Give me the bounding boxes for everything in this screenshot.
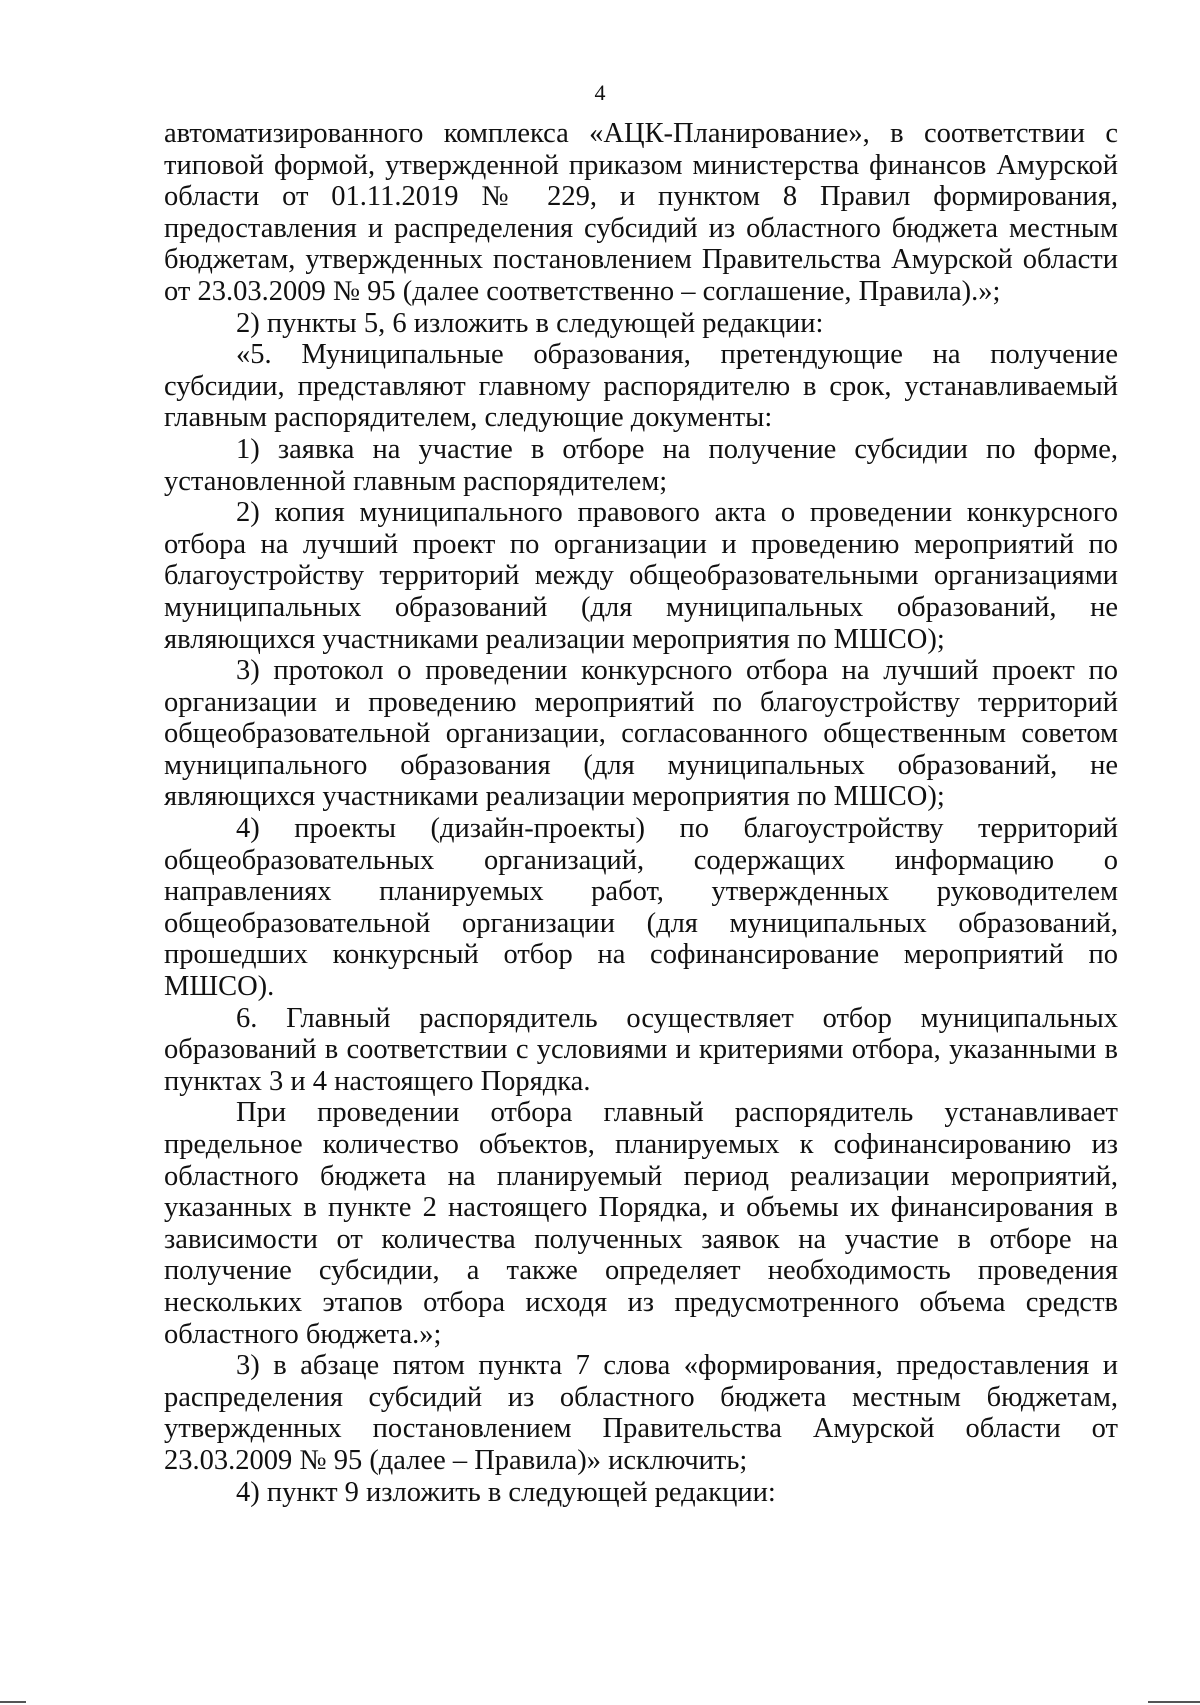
text-line: организации и проведению мероприятий по благоустройству территорий (164, 686, 1118, 718)
text-line: областного бюджета.»; (164, 1318, 442, 1350)
text-line: образований в соответствии с условиями и критериями отбора, указанными в (164, 1034, 1118, 1066)
text-line: направлениях планируемых работ, утвержденных руководителем (164, 876, 1118, 908)
text-line: являющихся участниками реализации мероприятия по МШСО); (164, 623, 945, 655)
text-line: прошедших конкурсный отбор на софинансирование мероприятий по (164, 939, 1118, 971)
text-line: отбора на лучший проект по организации и проведению мероприятий по (164, 528, 1118, 560)
text-line: от 23.03.2009 № 95 (далее соответственно – соглашение, Правила).»; (164, 275, 1001, 307)
text-line: зависимости от количества полученных заявок на участие в отборе на (164, 1223, 1118, 1255)
text-line: указанных в пункте 2 настоящего Порядка, и объемы их финансирования в (164, 1192, 1118, 1224)
text-line: При проведении отбора главный распорядитель устанавливает (236, 1097, 1118, 1129)
text-line: общеобразовательной организации, согласованного общественным советом (164, 718, 1118, 750)
text-line: благоустройству территорий между общеобразовательными организациями (164, 560, 1118, 592)
text-line: области от 01.11.2019 № 229, и пунктом 8 Правил формирования, (164, 181, 1118, 213)
text-line: утвержденных постановлением Правительства Амурской области от (164, 1413, 1118, 1445)
scan-edge-mark-left (0, 1701, 26, 1703)
text-line: общеобразовательной организации (для муниципальных образований, (164, 907, 1118, 939)
text-line: муниципального образования (для муниципальных образований, не (164, 749, 1118, 781)
text-line: 2) копия муниципального правового акта о проведении конкурсного (236, 497, 1118, 529)
text-line: 4) пункт 9 изложить в следующей редакции: (236, 1476, 776, 1508)
text-line: являющихся участниками реализации мероприятия по МШСО); (164, 781, 945, 813)
text-line: 23.03.2009 № 95 (далее – Правила)» исключить; (164, 1444, 748, 1476)
text-line: получение субсидии, а также определяет необходимость проведения (164, 1255, 1118, 1287)
text-line: бюджетам, утвержденных постановлением Правительства Амурской области (164, 244, 1118, 276)
text-line: МШСО). (164, 971, 275, 1003)
text-line: установленной главным распорядителем; (164, 465, 668, 497)
text-line: предоставления и распределения субсидий из областного бюджета местным (164, 212, 1118, 244)
text-line: типовой формой, утвержденной приказом министерства финансов Амурской (164, 149, 1118, 181)
text-line: распределения субсидий из областного бюджета местным бюджетам, (164, 1381, 1118, 1413)
text-line: 4) проекты (дизайн-проекты) по благоустройству территорий (236, 813, 1118, 845)
text-line: предельное количество объектов, планируемых к софинансированию из (164, 1129, 1118, 1160)
text-line: 6. Главный распорядитель осуществляет отбор муниципальных (236, 1002, 1118, 1034)
document-body (164, 118, 1118, 1508)
text-line: «5. Муниципальные образования, претендующие на получение (236, 339, 1118, 371)
text-line: 2) пункты 5, 6 изложить в следующей редакции: (236, 307, 824, 339)
text-line: главным распорядителем, следующие документы: (164, 402, 773, 434)
scan-edge-mark-right (1148, 1701, 1200, 1703)
text-line: нескольких этапов отбора исходя из предусмотренного объема средств (164, 1286, 1118, 1318)
text-line: областного бюджета на планируемый период реализации мероприятий, (164, 1160, 1118, 1192)
text-line: субсидии, представляют главному распорядителю в срок, устанавливаемый (164, 370, 1118, 402)
text-line: автоматизированного комплекса «АЦК-Планирование», в соответствии с (164, 118, 1118, 149)
page-number: 4 (594, 80, 606, 105)
text-line: общеобразовательных организаций, содержащих информацию о (164, 844, 1118, 876)
text-line: пунктах 3 и 4 настоящего Порядка. (164, 1065, 591, 1097)
text-line: 3) протокол о проведении конкурсного отбора на лучший проект по (236, 655, 1118, 687)
text-line: муниципальных образований (для муниципальных образований, не (164, 591, 1118, 623)
text-line: 1) заявка на участие в отборе на получение субсидии по форме, (236, 433, 1118, 465)
text-line: 3) в абзаце пятом пункта 7 слова «формирования, предоставления и (236, 1350, 1118, 1382)
